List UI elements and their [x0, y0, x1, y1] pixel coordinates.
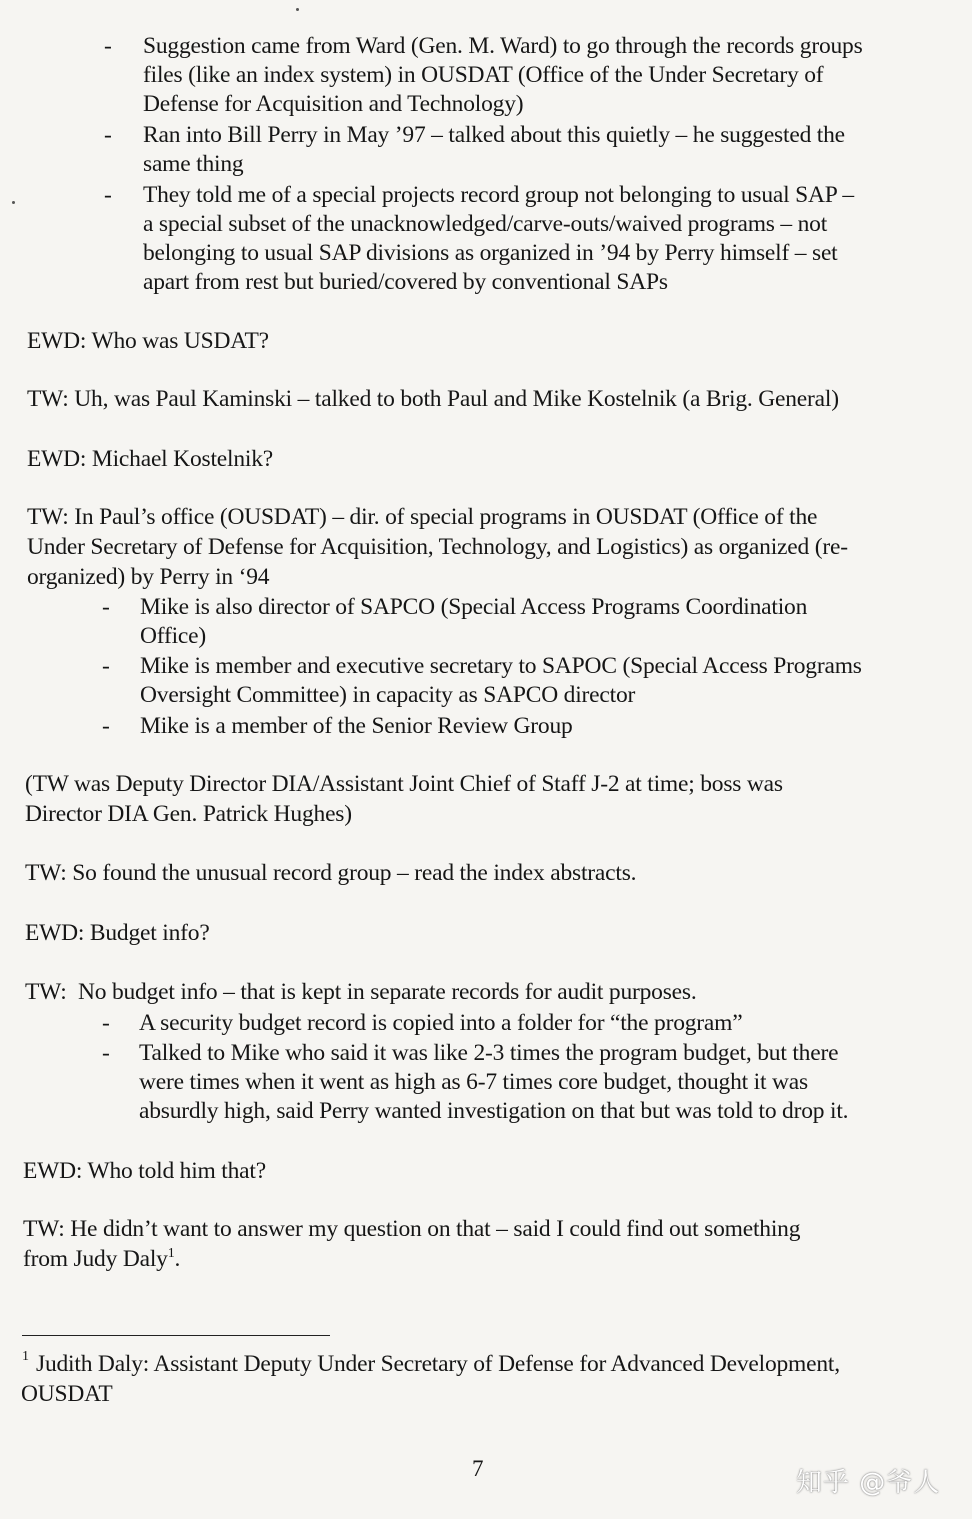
text-line: Mike is member and executive secretary to SAPOC (Special Access Programs — [140, 653, 862, 679]
text-line: apart from rest but buried/covered by conventional SAPs — [143, 269, 668, 295]
text-line: Talked to Mike who said it was like 2-3 times the program budget, but there — [139, 1040, 839, 1066]
bullet-marker: - — [104, 182, 112, 208]
bullet-marker: - — [102, 1040, 110, 1066]
text-line: Defense for Acquisition and Technology) — [143, 91, 524, 117]
bullet-marker: - — [104, 33, 112, 59]
dialogue-answer: TW: He didn’t want to answer my question on that – said I could find out something — [23, 1216, 801, 1242]
text-line: belonging to usual SAP divisions as organized in ’94 by Perry himself – set — [143, 240, 838, 266]
text-fragment: from Judy Daly — [23, 1246, 168, 1272]
text-line: Mike is also director of SAPCO (Special Access Programs Coordination — [140, 594, 808, 620]
dialogue-question: EWD: Who told him that? — [23, 1158, 266, 1184]
bullet-marker: - — [102, 1010, 110, 1036]
text-line: Ran into Bill Perry in May ’97 – talked about this quietly – he suggested the — [143, 122, 845, 148]
text-line: were times when it went as high as 6-7 times core budget, thought it was — [139, 1069, 808, 1095]
watermark: 知乎 @爷人 — [796, 1468, 941, 1498]
dialogue-question: EWD: Budget info? — [25, 920, 210, 946]
scan-speck — [296, 8, 299, 11]
text-line: files (like an index system) in OUSDAT (Office of the Under Secretary of — [143, 62, 824, 88]
footnote-text: Judith Daly: Assistant Deputy Under Secretary of Defense for Advanced Development, — [36, 1351, 840, 1377]
dialogue-answer — [23, 1245, 180, 1275]
text-line: Mike is a member of the Senior Review Group — [140, 713, 573, 739]
bullet-marker: - — [102, 713, 110, 739]
dialogue-question: EWD: Who was USDAT? — [27, 328, 269, 354]
text-line: same thing — [143, 151, 244, 177]
text-line: a special subset of the unacknowledged/carve-outs/waived programs – not — [143, 211, 828, 237]
dialogue-answer: organized) by Perry in ‘94 — [27, 564, 270, 590]
context-note: (TW was Deputy Director DIA/Assistant Joint Chief of Staff J-2 at time; boss was — [25, 771, 783, 797]
text-line: A security budget record is copied into a folder for “the program” — [139, 1010, 743, 1036]
text-line: Oversight Committee) in capacity as SAPCO director — [140, 682, 636, 708]
footnote-ref: 1 — [167, 1246, 175, 1261]
text-line: Office) — [140, 623, 207, 649]
bullet-marker: - — [102, 594, 110, 620]
dialogue-answer: TW: No budget info – that is kept in separate records for audit purposes. — [25, 979, 697, 1005]
text-fragment: . — [174, 1246, 181, 1272]
bullet-marker: - — [104, 122, 112, 148]
scan-speck — [12, 201, 15, 204]
text-line: They told me of a special projects record group not belonging to usual SAP – — [143, 182, 854, 208]
context-note: Director DIA Gen. Patrick Hughes) — [25, 801, 352, 827]
footnote-divider — [22, 1335, 330, 1336]
dialogue-answer: TW: So found the unusual record group – read the index abstracts. — [25, 860, 637, 886]
bullet-marker: - — [102, 653, 110, 679]
footnote-marker: 1 — [22, 1349, 29, 1364]
dialogue-answer: Under Secretary of Defense for Acquisition, Technology, and Logistics) as organized (re- — [27, 534, 848, 560]
text-line: absurdly high, said Perry wanted investigation on that but was told to drop it. — [139, 1098, 849, 1124]
text-line: Suggestion came from Ward (Gen. M. Ward) to go through the records groups — [143, 33, 863, 59]
page-number: 7 — [472, 1456, 484, 1481]
dialogue-answer: TW: Uh, was Paul Kaminski – talked to both Paul and Mike Kostelnik (a Brig. General) — [27, 386, 839, 412]
dialogue-question: EWD: Michael Kostelnik? — [27, 446, 273, 472]
dialogue-answer: TW: In Paul’s office (OUSDAT) – dir. of special programs in OUSDAT (Office of the — [27, 504, 818, 530]
footnote-text: OUSDAT — [21, 1381, 113, 1407]
